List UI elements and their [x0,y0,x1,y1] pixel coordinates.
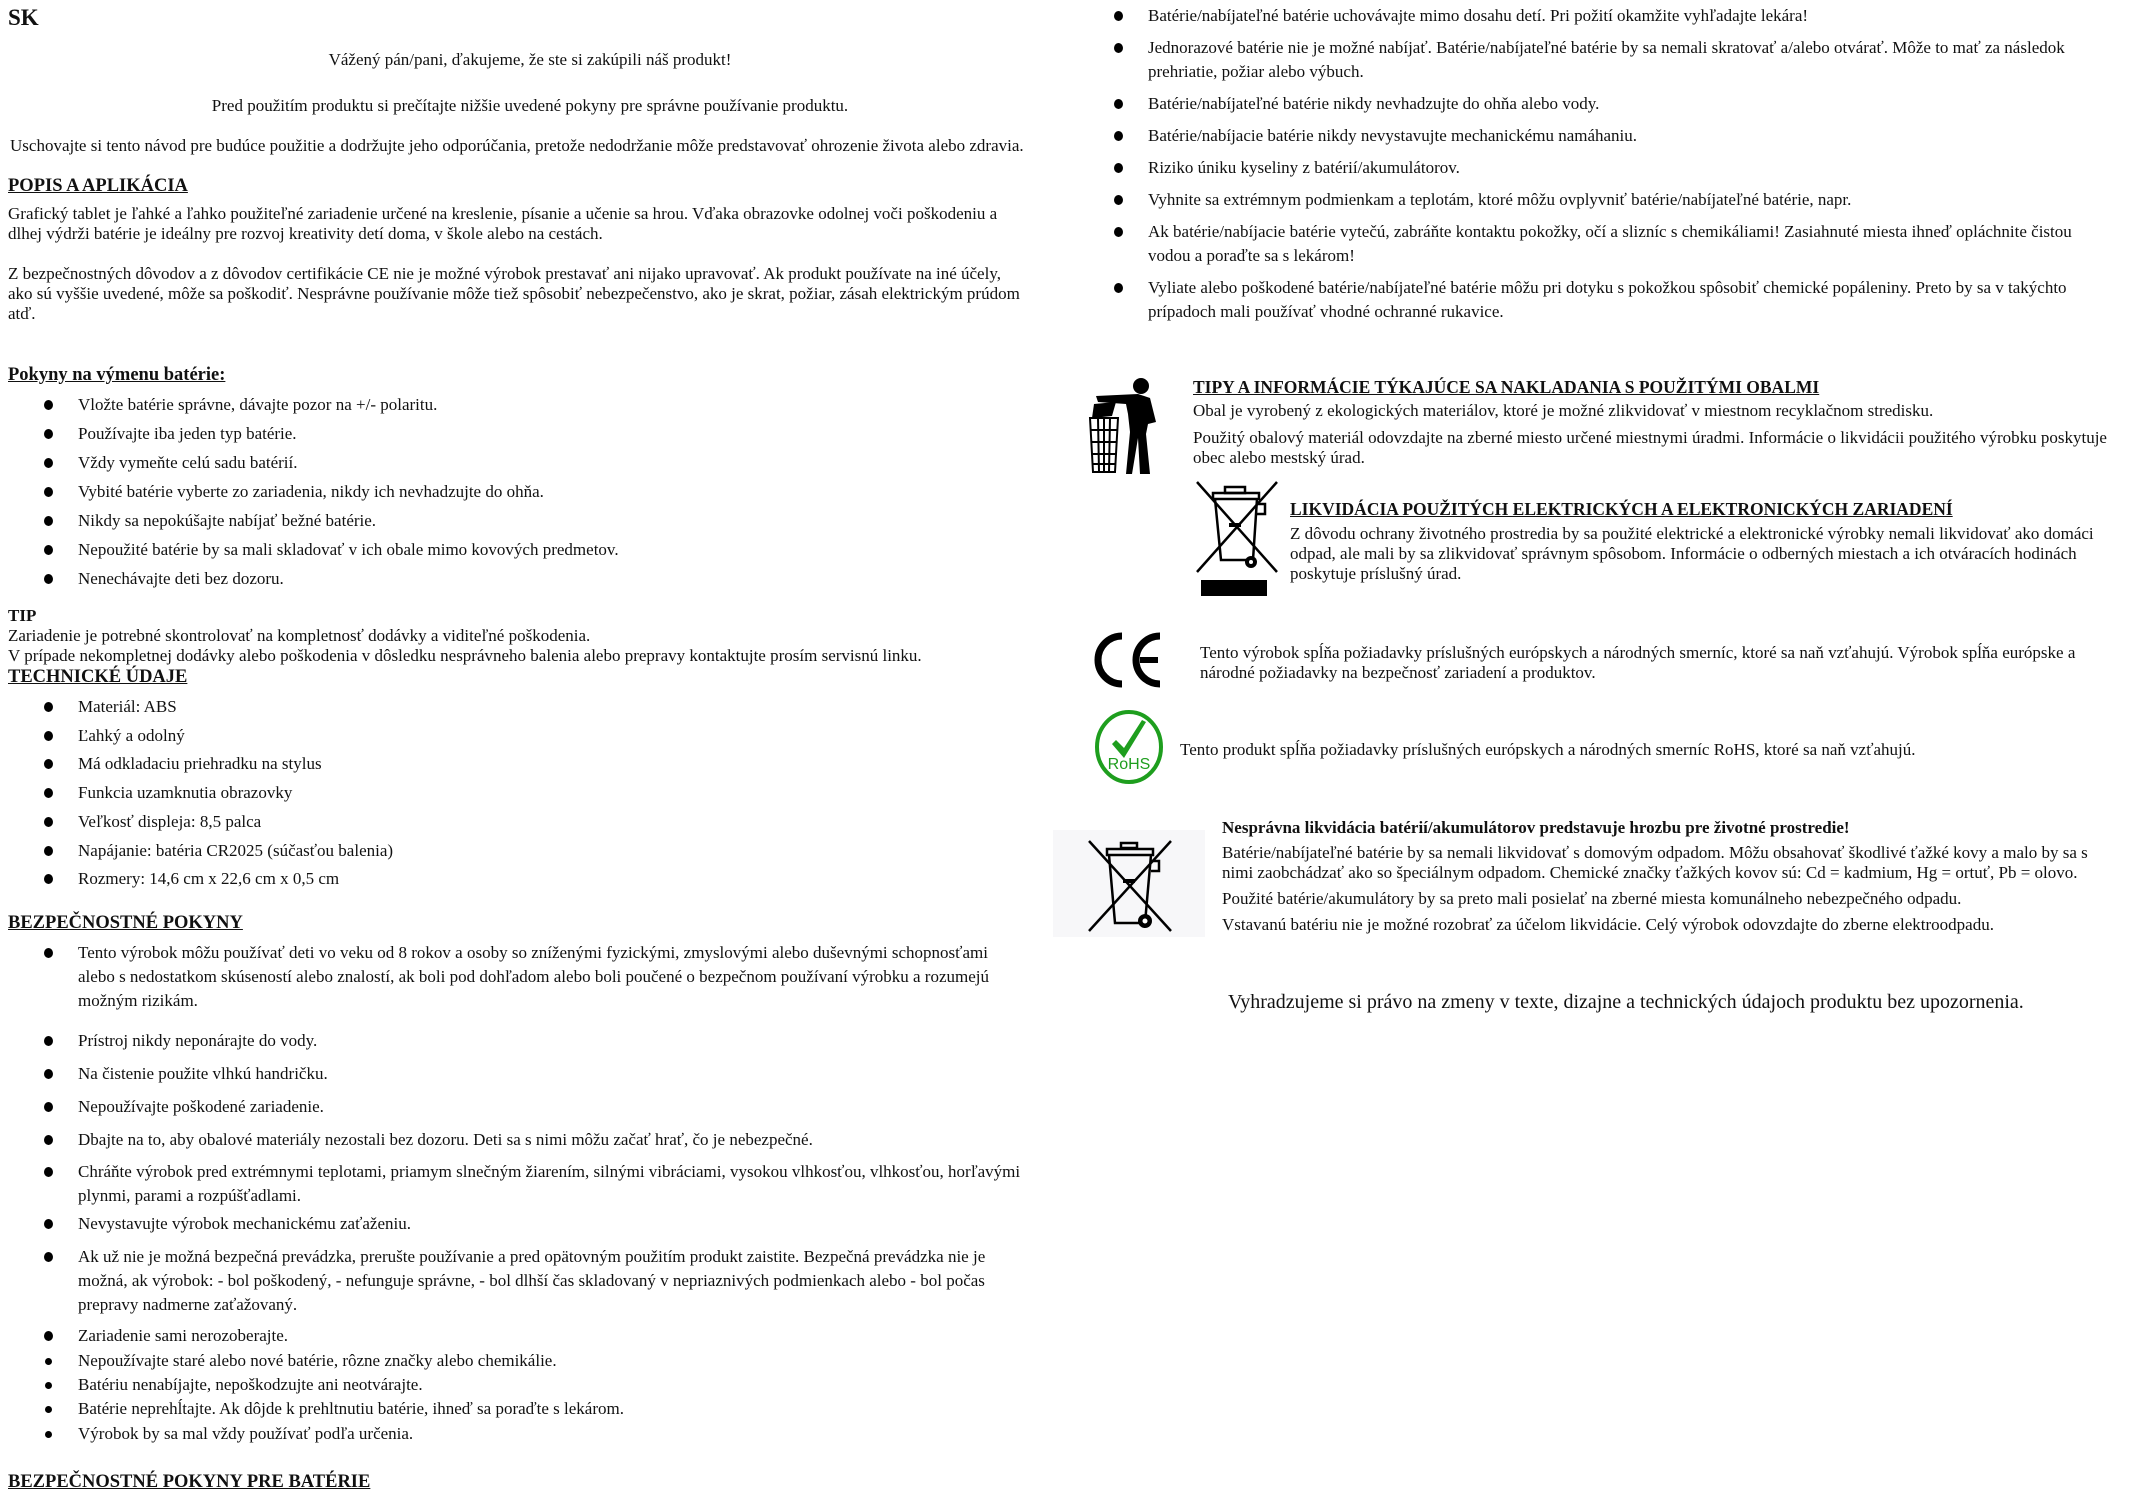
list-item: plynmi, parami a rozpúšťadlami. [78,1186,302,1205]
crossed-bin-icon [1195,480,1285,598]
packaging-heading: TIPY A INFORMÁCIE TÝKAJÚCE SA NAKLADANIA S POUŽITÝMI OBALMI [1193,377,1820,397]
list-item: Chráňte výrobok pred extrémnymi teplotami, priamym slnečným žiarením, silnými vibráciami, vysokou vlhkosťou, vlhkosťou, horľavými [78,1162,1021,1181]
footer-disclaimer: Vyhradzujeme si právo na zmeny v texte, dizajne a technických údajoch produktu bez upozornenia. [1228,991,2024,1013]
rohs-icon [1094,710,1164,784]
tip-text: Zariadenie je potrebné skontrolovať na kompletnosť dodávky a viditeľné poškodenia. [8,626,591,645]
tip-heading: TIP [8,606,37,625]
list-item: vodou a poraďte sa s lekárom! [1148,246,1355,265]
bullet-icon [1114,195,1123,205]
bullet-icon [44,702,53,712]
list-item: Prístroj nikdy neponárajte do vody. [78,1031,318,1050]
ce-mark-icon [1092,632,1166,688]
bullet-icon [44,1331,53,1341]
battery-disposal-heading: Nesprávna likvidácia batérií/akumulátorov predstavuje hrozbu pre životné prostredie! [1222,818,1850,837]
battery-safety-heading: BEZPEČNOSTNÉ POKYNY PRE BATÉRIE [8,1472,371,1492]
list-item: Materiál: ABS [78,697,177,716]
bullet-icon [45,1358,52,1365]
list-item: Rozmery: 14,6 cm x 22,6 cm x 0,5 cm [78,869,340,888]
bullet-icon [44,1167,53,1177]
bullet-icon [44,1135,53,1145]
description-text: dlhej výdrži batérie je ideálny pre rozvoj kreativity detí doma, v škole alebo na cestách. [8,224,603,243]
list-item: Na čistenie použite vlhkú handričku. [78,1064,328,1083]
list-item: prehriatie, požiar alebo výbuch. [1148,62,1364,81]
list-item: Nepoužité batérie by sa mali skladovať v ich obale mimo kovových predmetov. [78,540,619,559]
bullet-icon [44,545,53,555]
ce-warning-text: Z bezpečnostných dôvodov a z dôvodov certifikácie CE nie je možné výrobok prestavať ani nijako upravovať. Ak produkt používate na iné účely, [8,264,1001,283]
bullet-icon [44,487,53,497]
weee-text: Z dôvodu ochrany životného prostredia by sa použité elektrické a elektronické výrobky nemali likvidovať ako domáci [1290,524,2094,543]
bullet-icon [45,1406,52,1413]
bullet-icon [44,574,53,584]
list-item: Nepoužívajte staré alebo nové batérie, rôzne značky alebo chemikálie. [78,1351,557,1370]
list-item: Tento výrobok môžu používať deti vo veku od 8 rokov a osoby so zníženými fyzickými, zmyslovými alebo duševnými schopnosťami [78,943,988,962]
bullet-icon [44,1219,53,1229]
list-item: Veľkosť displeja: 8,5 palca [78,812,262,831]
packaging-text: Použitý obalový materiál odovzdajte na zberné miesto určené miestnymi úradmi. Informácie o likvidácii použitého výrobku poskytuje [1193,428,2107,447]
tip-text: V prípade nekompletnej dodávky alebo poškodenia v dôsledku nesprávneho balenia alebo prepravy kontaktujte prosím servisnú linku. [8,646,922,665]
weee-heading: LIKVIDÁCIA POUŽITÝCH ELEKTRICKÝCH A ELEKTRONICKÝCH ZARIADENÍ [1290,499,1953,519]
list-item: Batérie/nabíjacie batérie nikdy nevystavujte mechanickému namáhaniu. [1148,126,1638,145]
list-item: možná, ak výrobok: - bol poškodený, - nefunguje správne, - bol dlhší čas skladovaný v nepriaznivých podmienkach alebo - bol počas [78,1271,985,1290]
battery-disposal-icon-box [1053,830,1205,937]
list-item: Napájanie: batéria CR2025 (súčasťou balenia) [78,841,394,860]
list-item: Výrobok by sa mal vždy používať podľa určenia. [78,1424,414,1443]
list-item: možným rizikám. [78,991,198,1010]
battery-disposal-text: Batérie/nabíjateľné batérie by sa nemali likvidovať s domovým odpadom. Môžu obsahovať škodlivé ťažké kovy a malo by sa s [1222,843,2088,862]
battery-replacement-heading: Pokyny na výmenu batérie: [8,365,226,385]
list-item: Používajte iba jeden typ batérie. [78,424,297,443]
bullet-icon [44,874,53,884]
list-item: Vyliate alebo poškodené batérie/nabíjateľné batérie môžu pri dotyku s pokožkou spôsobiť chemické popáleniny. Preto by sa v takýchto [1148,278,2067,297]
bullet-icon [1114,227,1123,237]
rohs-text: Tento produkt spĺňa požiadavky príslušných európskych a národných smerníc RoHS, ktoré sa naň vzťahujú. [1180,740,1916,759]
bullet-icon [44,817,53,827]
list-item: alebo s nedostatkom skúseností alebo znalostí, ak boli pod dohľadom alebo boli poučené o bezpečnom používaní výrobku a rozumejú [78,967,989,986]
packaging-text: Obal je vyrobený z ekologických materiálov, ktoré je možné zlikvidovať v miestnom recyklačnom stredisku. [1193,401,1934,420]
list-item: Zariadenie sami nerozoberajte. [78,1326,289,1345]
list-item: Nevystavujte výrobok mechanickému zaťaženiu. [78,1214,411,1233]
weee-text: odpad, ale mali by sa zlikvidovať správnym spôsobom. Informácie o odberných miestach a ich otváracích hodinách [1290,544,2077,563]
bullet-icon [44,458,53,468]
list-item: Má odkladaciu priehradku na stylus [78,754,322,773]
list-item: Batérie/nabíjateľné batérie nikdy nevhadzujte do ohňa alebo vody. [1148,94,1600,113]
bullet-icon [44,731,53,741]
bullet-icon [1114,283,1123,293]
ce-text: Tento výrobok spĺňa požiadavky príslušných európskych a národných smerníc, ktoré sa naň vzťahujú. Výrobok spĺňa európske a [1200,643,2076,662]
list-item: Vložte batérie správne, dávajte pozor na +/- polaritu. [78,395,438,414]
bullet-icon [44,948,53,958]
list-item: Batériu nenabíjajte, nepoškodzujte ani neotvárajte. [78,1375,423,1394]
bullet-icon [1114,99,1123,109]
list-item: Nepoužívajte poškodené zariadenie. [78,1097,324,1116]
list-item: Ak už nie je možná bezpečná prevádzka, prerušte používanie a pred opätovným použitím produkt zaistite. Bezpečná prevádzka nie je [78,1247,986,1266]
bullet-icon [44,1102,53,1112]
list-item: Nenechávajte deti bez dozoru. [78,569,284,588]
battery-disposal-text: Vstavanú batériu nie je možné rozobrať za účelom likvidácie. Celý výrobok odovzdajte do zberne elektroodpadu. [1222,915,1994,934]
list-item: Jednorazové batérie nie je možné nabíjať. Batérie/nabíjateľné batérie by sa nemali skratovať a/alebo otvárať. Môže to mať za následok [1148,38,2065,57]
bullet-icon [44,1036,53,1046]
ce-warning-text: atď. [8,304,36,323]
list-item: Funkcia uzamknutia obrazovky [78,783,293,802]
bullet-icon [44,759,53,769]
bullet-icon [1114,131,1123,141]
rohs-icon-label: RoHS [1107,756,1151,773]
language-code: SK [8,5,39,30]
list-item: Dbajte na to, aby obalové materiály nezostali bez dozoru. Deti sa s nimi môžu začať hrať, čo je nebezpečné. [78,1130,813,1149]
crossed-bin-icon [1083,835,1173,933]
intro-greeting: Vážený pán/pani, ďakujeme, že ste si zakúpili náš produkt! [328,50,732,69]
list-item: Batérie/nabíjateľné batérie uchovávajte mimo dosahu detí. Pri požití okamžite vyhľadajte lekára! [1148,6,1809,25]
list-item: Vždy vymeňte celú sadu batérií. [78,453,298,472]
technical-heading: TECHNICKÉ ÚDAJE [8,667,188,687]
list-item: prepravy nadmerne zaťažovaný. [78,1295,298,1314]
list-item: Ľahký a odolný [78,726,185,745]
ce-warning-text: ako sú vyššie uvedené, môže sa poškodiť. Nesprávne používanie môže tiež spôsobiť nebezpečenstvo, ako je skrat, požiar, zásah elektrickým prúdom [8,284,1020,303]
list-item: Riziko úniku kyseliny z batérií/akumulátorov. [1148,158,1460,177]
bullet-icon [44,516,53,526]
battery-disposal-text: nimi zaobchádzať ako so špeciálnym odpadom. Chemické značky ťažkých kovov sú: Cd = kadmium, Hg = ortuť, Pb = olovo. [1222,863,2078,882]
list-item: Batérie neprehĺtajte. Ak dôjde k prehltnutiu batérie, ihneď sa poraďte s lekárom. [78,1399,624,1418]
list-item: Vybité batérie vyberte zo zariadenia, nikdy ich nevhadzujte do ohňa. [78,482,544,501]
bullet-icon [44,788,53,798]
weee-text: poskytuje príslušný úrad. [1290,564,1462,583]
tidy-man-icon [1088,374,1162,474]
packaging-text: obec alebo mestský úrad. [1193,448,1365,467]
bullet-icon [1114,11,1123,21]
list-item: Ak batérie/nabíjacie batérie vytečú, zabráňte kontaktu pokožky, očí a slizníc s chemikáliami! Zasiahnuté miesta ihneď opláchnite čistou [1148,222,2072,241]
bullet-icon [44,846,53,856]
description-text: Grafický tablet je ľahké a ľahko použiteľné zariadenie určené na kreslenie, písanie a učenie sa hrou. Vďaka obrazovke odolnej voči poškodeniu a [8,204,998,223]
bullet-icon [44,1252,53,1262]
list-item: Nikdy sa nepokúšajte nabíjať bežné batérie. [78,511,377,530]
battery-disposal-text: Použité batérie/akumulátory by sa preto mali posielať na zberné miesta komunálneho nebezpečného odpadu. [1222,889,1962,908]
safety-heading: BEZPEČNOSTNÉ POKYNY [8,913,243,933]
description-heading: POPIS A APLIKÁCIA [8,176,188,196]
ce-text: národné požiadavky na bezpečnosť zariadení a produktov. [1200,663,1596,682]
bullet-icon [44,429,53,439]
list-item: prípadoch mali používať vhodné ochranné rukavice. [1148,302,1504,321]
intro-read-instructions: Pred použitím produktu si prečítajte nižšie uvedené pokyny pre správne používanie produktu. [211,96,849,115]
bullet-icon [45,1382,52,1389]
bullet-icon [44,400,53,410]
bullet-icon [1114,43,1123,53]
intro-keep-manual: Uschovajte si tento návod pre budúce použitie a dodržujte jeho odporúčania, pretože nedodržanie môže predstavovať ohrozenie života alebo zdravia. [10,136,1024,155]
list-item: Vyhnite sa extrémnym podmienkam a teplotám, ktoré môžu ovplyvniť batérie/nabíjateľné batérie, napr. [1148,190,1852,209]
bullet-icon [44,1069,53,1079]
bullet-icon [1114,163,1123,173]
bullet-icon [45,1431,52,1438]
